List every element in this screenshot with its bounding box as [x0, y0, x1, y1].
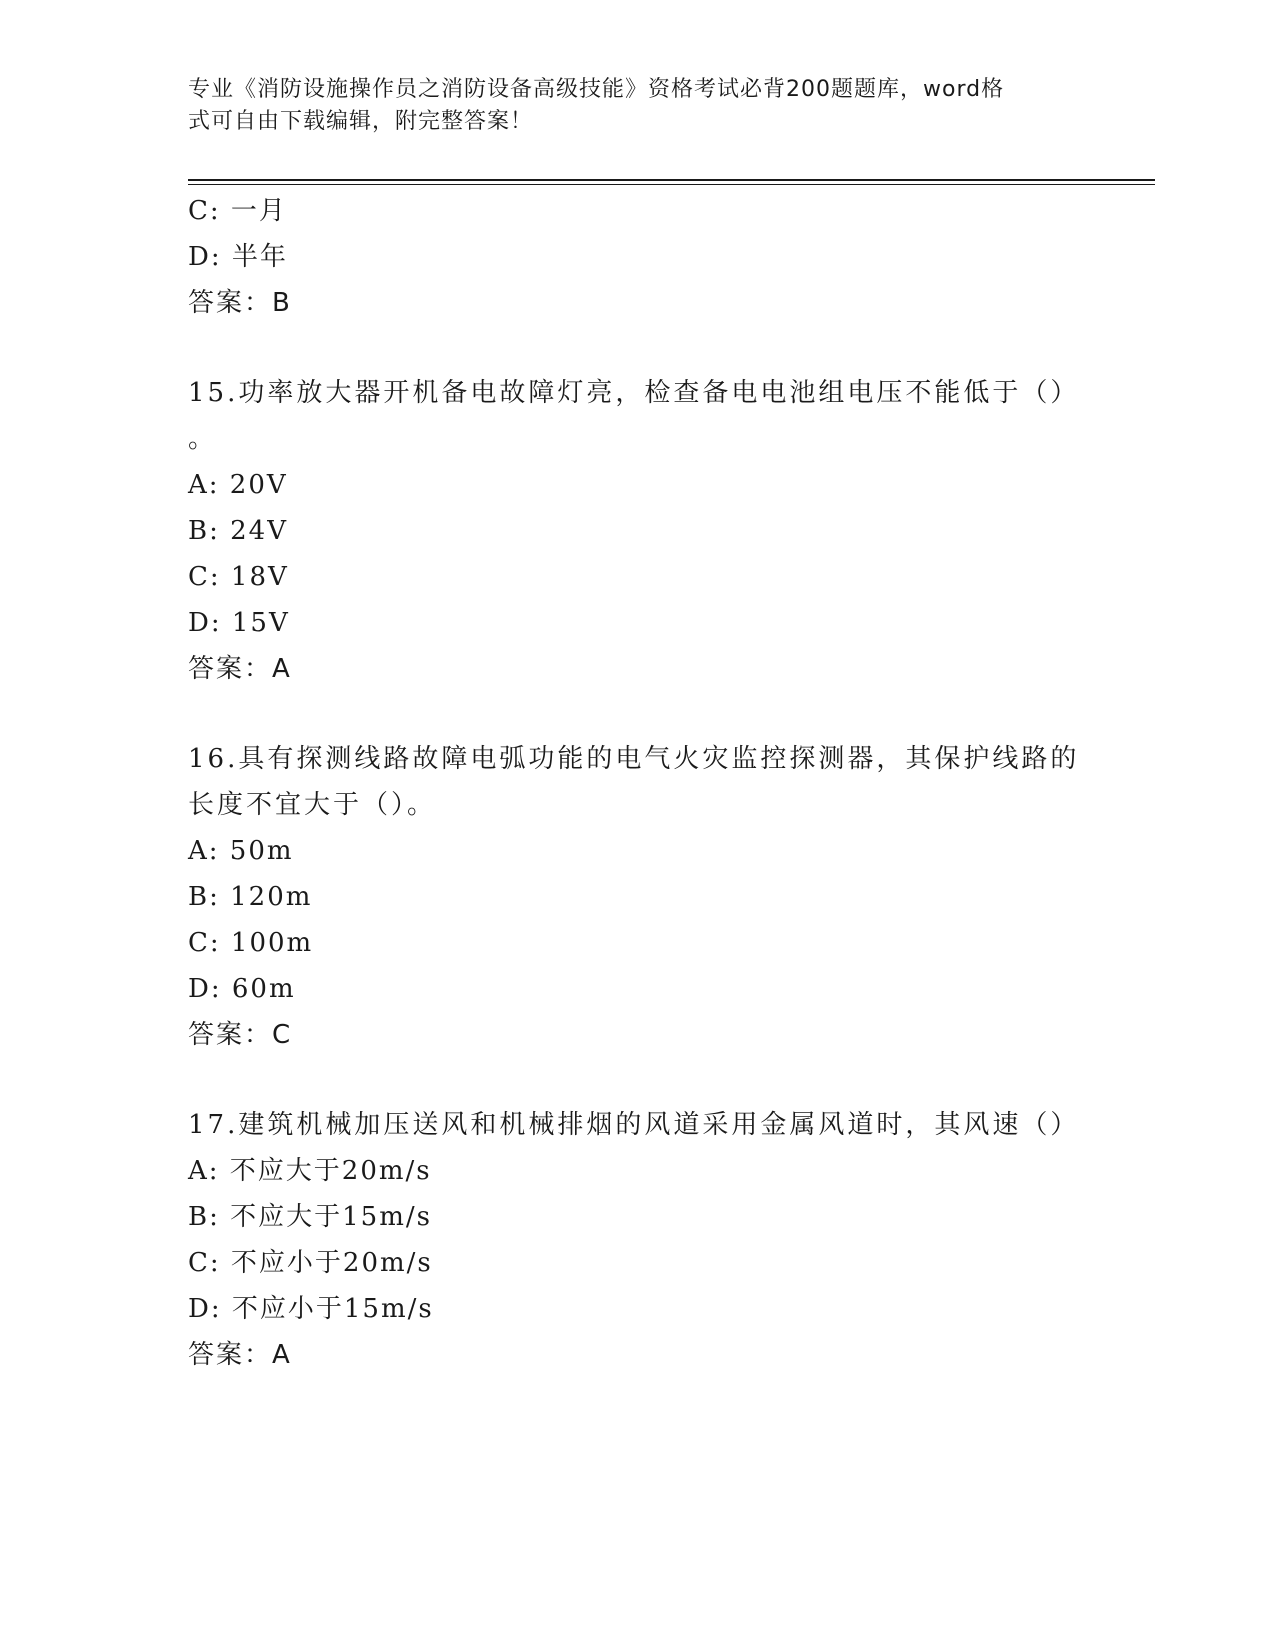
question-16: [188, 736, 1088, 1058]
question-text: 17.建筑机械加压送风和机械排烟的风道采用金属风道时，其风速（）: [188, 1110, 1080, 1140]
answer-line: 答案：C: [188, 1020, 293, 1050]
question-text-continued: 。: [188, 424, 218, 454]
question-17: [188, 1102, 1088, 1378]
question-text-continued: 长度不宜大于（）。: [188, 790, 437, 820]
question-text: 15.功率放大器开机备电故障灯亮，检查备电电池组电压不能低于（）: [188, 378, 1080, 408]
header-divider-thick: [188, 179, 1155, 181]
document-header: [188, 74, 1068, 138]
option-a: A: 不应大于20m/s: [188, 1156, 432, 1186]
option-d: D: 15V: [188, 608, 290, 638]
question-text: 16.具有探测线路故障电弧功能的电气火灾监控探测器，其保护线路的: [188, 744, 1080, 774]
option-c: C: 100m: [188, 928, 314, 958]
question-list: [188, 188, 1088, 1378]
option-d: D: 半年: [188, 242, 288, 272]
option-c: C: 18V: [188, 562, 289, 592]
header-divider-thin: [188, 184, 1155, 185]
question-15: [188, 370, 1088, 692]
option-b: B: 24V: [188, 516, 288, 546]
option-a: A: 20V: [188, 470, 288, 500]
header-line-2: 式可自由下载编辑，附完整答案！: [188, 109, 534, 134]
answer-line: 答案：B: [188, 288, 292, 318]
option-c: C: 一月: [188, 196, 287, 226]
previous-question-tail: [188, 188, 1088, 326]
option-a: A: 50m: [188, 836, 294, 866]
option-c: C: 不应小于20m/s: [188, 1248, 433, 1278]
option-d: D: 60m: [188, 974, 296, 1004]
option-b: B: 不应大于15m/s: [188, 1202, 432, 1232]
option-d: D: 不应小于15m/s: [188, 1294, 434, 1324]
option-b: B: 120m: [188, 882, 313, 912]
header-line-1: 专业《消防设施操作员之消防设备高级技能》资格考试必背200题题库，word格: [188, 77, 1005, 102]
answer-line: 答案：A: [188, 1340, 292, 1370]
answer-line: 答案：A: [188, 654, 292, 684]
